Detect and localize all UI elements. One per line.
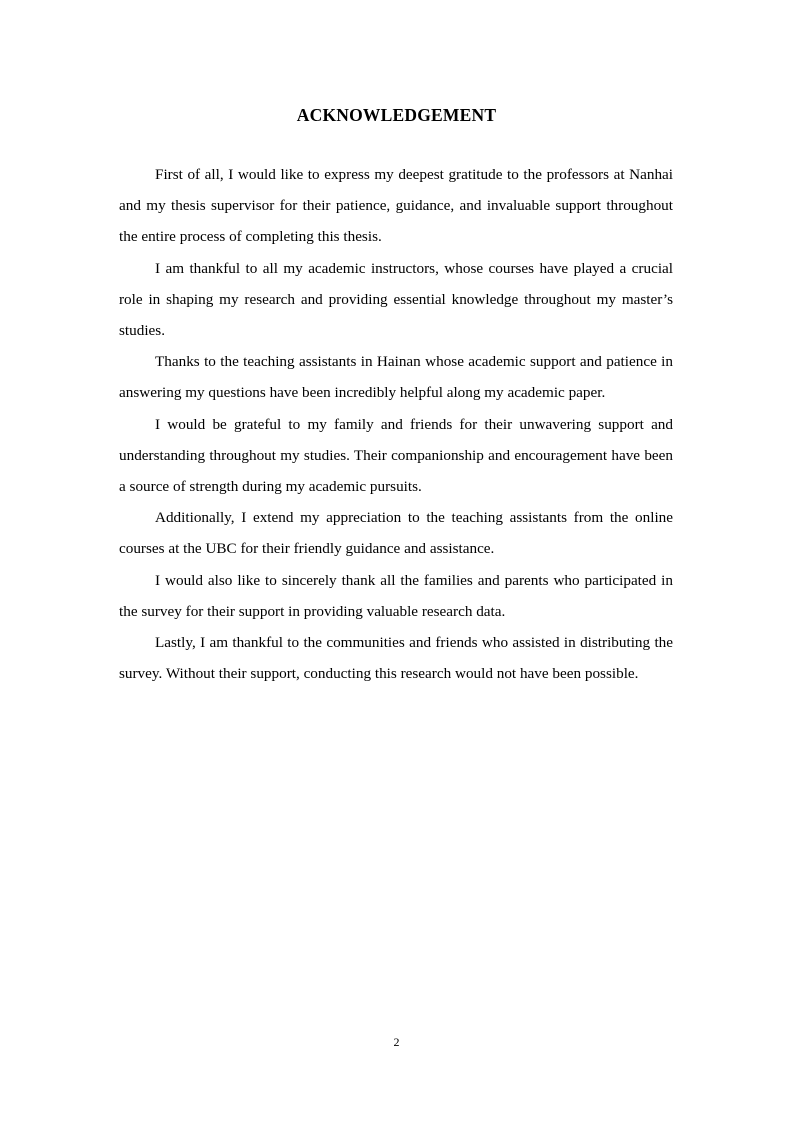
page-title: ACKNOWLEDGEMENT: [296, 105, 497, 125]
paragraph-ubc-assistants: Additionally, I extend my appreciation to the teaching assistants from the online courses at the UBC for their friendly guidance and assistance.: [119, 509, 673, 558]
acknowledgement-body: [119, 159, 673, 689]
paragraph-family-friends: I would be grateful to my family and friends for their unwavering support and understanding throughout my studies. Their companionship and encouragement have been a source of strength during my academic pursuits.: [119, 415, 673, 496]
paragraph-academic-instructors: I am thankful to all my academic instructors, whose courses have played a crucial role in shaping my research and providing essential knowledge throughout my master’s studies.: [119, 259, 673, 340]
paragraph-communities: Lastly, I am thankful to the communities and friends who assisted in distributing the survey. Without their support, conducting this research would not have been possible.: [119, 634, 673, 683]
paragraph-teaching-assistants-hainan: Thanks to the teaching assistants in Hainan whose academic support and patience in answering my questions have been incredibly helpful along my academic paper.: [119, 353, 673, 402]
page-number: 2: [393, 1035, 400, 1049]
paragraph-survey-participants: I would also like to sincerely thank all the families and parents who participated in the survey for their support in providing valuable research data.: [119, 571, 673, 620]
paragraph-gratitude-professors: First of all, I would like to express my deepest gratitude to the professors at Nanhai and my thesis supervisor for their patience, guidance, and invaluable support throughout the entire process of completing this thesis.: [119, 166, 673, 246]
